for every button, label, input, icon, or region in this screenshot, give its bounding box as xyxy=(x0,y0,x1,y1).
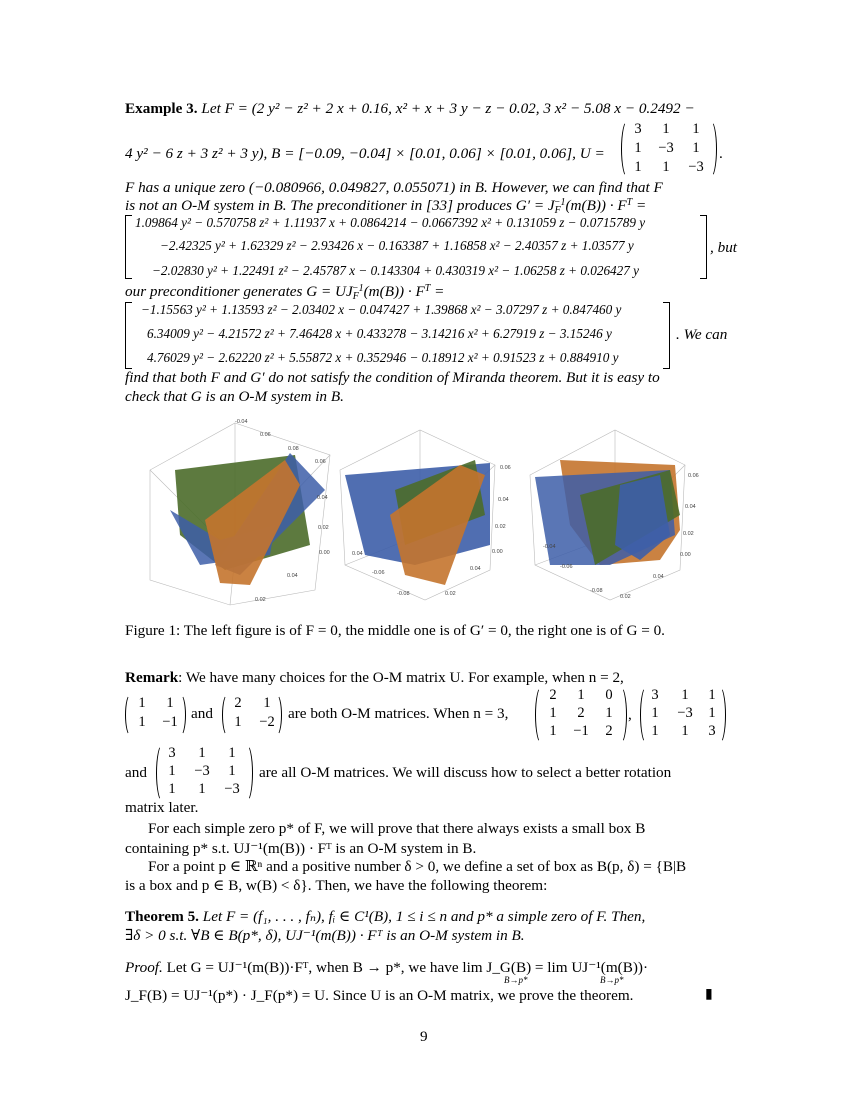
bracket-left xyxy=(125,215,132,279)
and-text: and xyxy=(191,705,213,722)
svg-text:0.00: 0.00 xyxy=(319,550,330,556)
page-number: 9 xyxy=(420,1028,428,1045)
matrix-cell: 1 xyxy=(634,140,642,156)
svg-text:-0.08: -0.08 xyxy=(590,588,603,594)
qed-mark: ▮ xyxy=(705,987,713,1002)
theorem-line2: ∃δ > 0 s.t. ∀B ∈ B(p*, δ), UJ⁻¹(m(B)) · Fᵀ is an O-M system in B. xyxy=(125,927,525,944)
proof-line2: J_F(B) = UJ⁻¹(p*) · J_F(p*) = U. Since U is an O-M matrix, we prove the theorem. xyxy=(125,987,634,1004)
gprime-row-3: −2.02830 y² + 1.22491 z² − 2.45787 x − 0.143304 + 0.430319 x² − 1.06258 z + 0.026427 y xyxy=(152,263,639,278)
matrix-cell: −3 xyxy=(688,159,704,175)
we-can-text: . We can xyxy=(676,326,728,343)
theorem-head: Theorem 5. xyxy=(125,908,199,925)
middle-plot xyxy=(340,430,511,600)
svg-text:0.02: 0.02 xyxy=(683,531,694,537)
left-plot xyxy=(150,419,330,605)
example-text-line5: our preconditioner generates $G = UJ_F^{-1}(m(B)) \cdot F^T$ = xyxy=(125,283,445,302)
svg-text:0.04: 0.04 xyxy=(498,497,509,503)
svg-text:0.04: 0.04 xyxy=(685,504,696,510)
matrix-cell: −3 xyxy=(658,140,674,156)
matrix-cell: 1 xyxy=(692,140,700,156)
remark-text3: are all O-M matrices. We will discuss how to select a better rotation xyxy=(259,764,672,781)
comma: , xyxy=(628,706,632,723)
svg-text:-0.06: -0.06 xyxy=(372,570,385,576)
proof-head: Proof. xyxy=(125,959,163,976)
remark-text1: : We have many choices for the O-M matrix U. For example, when n = 2, xyxy=(178,669,624,686)
svg-text:0.02: 0.02 xyxy=(318,525,329,531)
example-head: Example 3. xyxy=(125,100,198,117)
para2-line2: is a box and p ∈ B, w(B) < δ}. Then, we have the following theorem: xyxy=(125,877,548,894)
bracket-left xyxy=(125,302,132,369)
g-row-3: 4.76029 y² − 2.62220 z² + 5.55872 x + 0.352946 − 0.18912 x² + 0.91523 z + 0.884910 y xyxy=(147,350,619,365)
svg-text:0.04: 0.04 xyxy=(317,495,328,501)
remark-line1 xyxy=(125,669,624,687)
and-text-2: and xyxy=(125,764,147,781)
svg-text:0.02: 0.02 xyxy=(255,597,266,603)
figure-caption: Figure 1: The left figure is of F = 0, the middle one is of G′ = 0, the right one is of G = 0. xyxy=(125,622,665,639)
svg-text:0.04: 0.04 xyxy=(352,551,363,557)
svg-text:0.04: 0.04 xyxy=(287,573,298,579)
para2-line1: For a point p ∈ ℝⁿ and a positive number δ > 0, we define a set of box as B(p, δ) = {B|B xyxy=(148,858,687,875)
example-line1 xyxy=(125,100,695,118)
g-row-1: −1.15563 y² + 1.13593 z² − 2.03402 x − 0.047427 + 1.39868 x² − 3.07297 z + 0.847460 y xyxy=(141,302,622,317)
matrix-right-paren xyxy=(704,120,717,178)
svg-text:-0.04: -0.04 xyxy=(235,419,248,425)
gprime-row-1: 1.09864 y² − 0.570758 z² + 1.11937 x + 0.0864214 − 0.0667392 x² + 0.131059 z − 0.0715789 y xyxy=(135,215,646,230)
lim-subscript-2: B→p* xyxy=(600,975,624,985)
example-text-line4: is not an O-M system in B. The preconditioner in [33] produces $G' = J_F^{-1}(m(B)) \cdot F^T$ = xyxy=(125,197,647,216)
matrix-cell: 1 xyxy=(634,159,642,175)
lim-subscript-1: B→p* xyxy=(504,975,528,985)
svg-text:-0.08: -0.08 xyxy=(397,591,410,597)
matrix-cell: 1 xyxy=(692,121,700,137)
g-row-2: 6.34009 y² − 4.21572 z² + 7.46428 x + 0.433278 − 3.14216 x² + 6.27919 z − 3.15246 y xyxy=(147,326,612,341)
gprime-row-2: −2.42325 y² + 1.62329 z² − 2.93426 x − 0.163387 + 1.16858 x² − 2.40357 z + 1.03577 y xyxy=(160,238,634,253)
remark-text2: are both O-M matrices. When n = 3, xyxy=(288,705,509,722)
example-text-line2: 4 y² − 6 z + 3 z² + 3 y), B = [−0.09, −0.04] × [0.01, 0.06] × [0.01, 0.06], U = xyxy=(125,145,605,162)
svg-text:0.02: 0.02 xyxy=(495,524,506,530)
svg-text:-0.06: -0.06 xyxy=(560,564,573,570)
svg-text:0.04: 0.04 xyxy=(653,574,664,580)
svg-text:0.00: 0.00 xyxy=(680,552,691,558)
svg-text:0.06: 0.06 xyxy=(260,432,271,438)
svg-text:0.08: 0.08 xyxy=(288,446,299,452)
svg-text:0.06: 0.06 xyxy=(688,473,699,479)
svg-text:0.02: 0.02 xyxy=(445,591,456,597)
svg-text:-0.04: -0.04 xyxy=(543,544,556,550)
para1-line1: For each simple zero p* of F, we will prove that there always exists a small box B xyxy=(148,820,646,837)
theorem-line1: Theorem 5. Let F = (f₁, . . . , fₙ), fᵢ ∈ C¹(B), 1 ≤ i ≤ n and p* a simple zero of F. Then, xyxy=(125,908,646,925)
svg-text:0.02: 0.02 xyxy=(620,594,631,600)
right-plot xyxy=(530,430,699,600)
example-text-line6: find that both F and G′ do not satisfy the condition of Miranda theorem. But it is easy to xyxy=(125,369,660,386)
example-text-line1: Let F = (2 y² − z² + 2 x + 0.16, x² + x + 3 y − z − 0.02, 3 x² − 5.08 x − 0.2492 − xyxy=(201,100,695,117)
matrix-cell: 1 xyxy=(662,159,670,175)
figure-1 xyxy=(140,415,720,610)
remark-head: Remark xyxy=(125,669,179,686)
bracket-right xyxy=(663,302,670,369)
bracket-right xyxy=(700,215,707,279)
remark-text4: matrix later. xyxy=(125,799,199,816)
svg-text:0.06: 0.06 xyxy=(315,459,326,465)
example-text-line3: F has a unique zero (−0.080966, 0.049827, 0.055071) in B. However, we can find that F xyxy=(125,179,663,196)
matrix-cell: 1 xyxy=(662,121,670,137)
svg-text:0.06: 0.06 xyxy=(500,465,511,471)
para1-line2: containing p* s.t. UJ⁻¹(m(B)) · Fᵀ is an O-M system in B. xyxy=(125,840,477,857)
proof-line1: Proof. Let G = UJ⁻¹(m(B))·Fᵀ, when B → p*, we have lim J_G(B) = lim UJ⁻¹(m(B))· xyxy=(125,959,649,976)
but-text: , but xyxy=(710,239,738,256)
matrix-cell: 3 xyxy=(634,121,642,137)
example-text-line7: check that G is an O-M system in B. xyxy=(125,388,344,405)
svg-text:0.00: 0.00 xyxy=(492,549,503,555)
svg-text:0.04: 0.04 xyxy=(470,566,481,572)
